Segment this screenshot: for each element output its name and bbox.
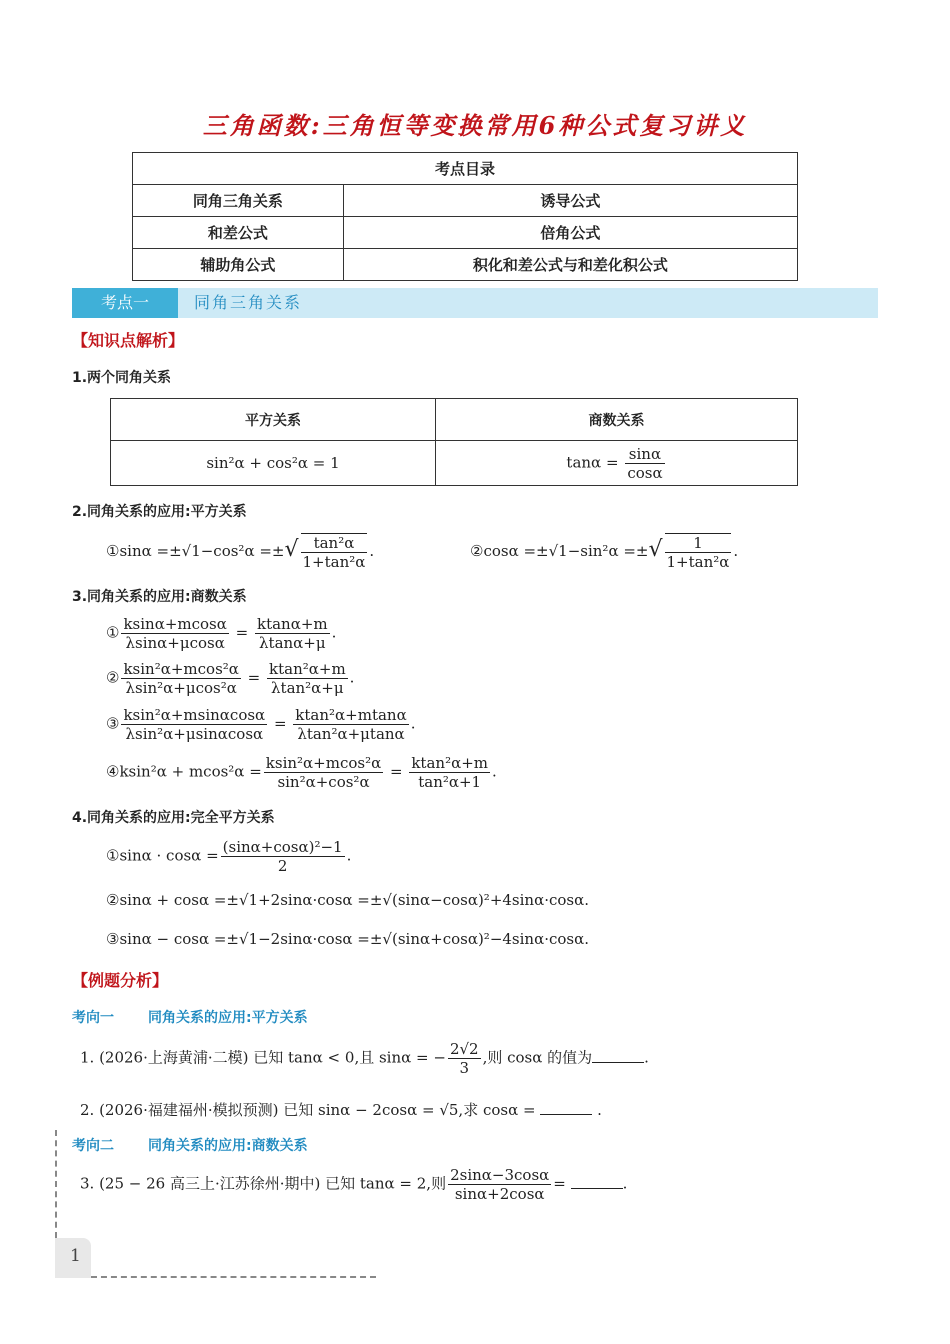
section-title: 同角三角关系	[194, 293, 303, 312]
col-quotient: 商数关系	[436, 399, 798, 441]
denominator: 3	[459, 1059, 470, 1077]
answer-blank[interactable]	[571, 1174, 623, 1189]
quotient-formula-2: ② $\frac{\text{ksin²α+mcos²α}}{\text{λsin²α+μcos²α}}$ = $\frac{\text{ktan²α+m}}{\text{λtan²α+μ}}$ .	[106, 660, 355, 697]
direction-tag: 考向二	[72, 1138, 114, 1154]
fraction	[301, 533, 368, 571]
answer-blank[interactable]	[540, 1100, 592, 1115]
quotient-relation-formula	[436, 441, 798, 486]
marker: ①	[106, 623, 120, 642]
denominator: 2	[277, 857, 288, 875]
numerator: ktan²α+m	[411, 754, 488, 772]
numerator: tan²α	[301, 534, 368, 553]
toc-item[interactable]: 和差公式	[133, 217, 344, 249]
toc-item[interactable]: 诱导公式	[343, 185, 797, 217]
denominator: λsin²α+μsinαcosα	[125, 725, 264, 743]
marker: ③	[106, 714, 120, 733]
formula-lhs: ①sinα · cosα =	[106, 846, 219, 865]
toc-header: 考点目录	[133, 153, 798, 185]
sin-from-cos-formula: ①sinα =±√1−cos²α =±√ $\frac{\text{tan²α}}{\text{1+tan²α}}$ .	[106, 534, 375, 571]
toc-table	[132, 152, 798, 281]
denominator: λtanα+μ	[259, 634, 326, 652]
numerator: ksinα+mcosα	[123, 615, 227, 633]
direction-title: 同角关系的应用:平方关系	[148, 1010, 308, 1026]
toc-item[interactable]: 辅助角公式	[133, 249, 344, 281]
question-text: ,则 cosα 的值为	[482, 1048, 593, 1067]
product-formula: ①sinα · cosα = $\frac{\text{(sinα+cosα)²−1}}{2}$ .	[106, 838, 352, 875]
page-title: 三角函数:三角恒等变换常用6种公式复习讲义	[202, 111, 748, 140]
numerator: 2√2	[449, 1040, 479, 1058]
numerator: 1	[665, 534, 732, 553]
toc-item[interactable]: 倍角公式	[343, 217, 797, 249]
direction-tag: 考向一	[72, 1010, 114, 1026]
direction-title: 同角关系的应用:商数关系	[148, 1138, 308, 1154]
page-number: 1	[70, 1246, 81, 1266]
page-border-horizontal	[91, 1276, 376, 1278]
question-3: 3. (25 − 26 高三上·江苏徐州·期中) 已知 tanα = 2,则 $\frac{2\sin\alpha-3\cos\alpha}{\sin\alpha+2\cos\alpha}$ = .	[80, 1166, 628, 1203]
direction-2	[72, 1135, 342, 1155]
denominator: sin²α+cos²α	[277, 773, 370, 791]
fraction	[625, 445, 664, 482]
answer-blank[interactable]	[592, 1048, 644, 1063]
s2-heading: 2.同角关系的应用:平方关系	[72, 504, 247, 520]
formula-lhs: ④ksin²α + mcos²α =	[106, 762, 262, 781]
section-tag: 考点一	[72, 288, 178, 318]
section-banner	[72, 288, 878, 318]
numerator: ksin²α+msinαcosα	[123, 706, 266, 724]
s3-heading: 3.同角关系的应用:商数关系	[72, 589, 247, 605]
example-heading: 【例题分析】	[72, 971, 169, 990]
numerator: 2sinα−3cosα	[450, 1166, 550, 1184]
numerator: sinα	[625, 445, 664, 464]
s1-heading: 1.两个同角关系	[72, 370, 172, 386]
denominator: sinα+2cosα	[454, 1185, 545, 1203]
formula-lhs: ②cosα =±√1−sin²α =±	[470, 542, 649, 560]
formula-lhs: ①sinα =±√1−cos²α =±	[106, 542, 285, 560]
toc-item[interactable]: 积化和差公式与和差化积公式	[343, 249, 797, 281]
denominator: λtan²α+μtanα	[297, 725, 405, 743]
numerator: ksin²α+mcos²α	[123, 660, 239, 678]
square-relation-formula: sin²α + cos²α = 1	[111, 441, 436, 486]
toc-item[interactable]: 同角三角关系	[133, 185, 344, 217]
difference-formula: ③sinα − cosα =±√1−2sinα·cosα =±√(sinα+cosα)²−4sinα·cosα.	[106, 930, 590, 948]
marker: ②	[106, 668, 120, 687]
denominator: 1+tan²α	[666, 553, 730, 571]
denominator: 1+tan²α	[302, 553, 366, 571]
fraction	[665, 533, 732, 571]
denominator: λsin²α+μcos²α	[125, 679, 237, 697]
relation-table	[110, 398, 798, 486]
page-border-vertical	[55, 1130, 57, 1238]
direction-1	[72, 1007, 342, 1027]
denominator: λtan²α+μ	[271, 679, 344, 697]
denominator: λsinα+μcosα	[125, 634, 225, 652]
quotient-formula-1: ① $\frac{ksin\alpha+mcos\alpha}{\lambda\sin\alpha+\mu\cos\alpha}$ = $\frac{ktan\alpha+m}{\lambda\tan\alpha+\mu}$ .	[106, 615, 337, 652]
numerator: ktanα+m	[257, 615, 328, 633]
cos-from-sin-formula: ②cosα =±√1−sin²α =±√ $\frac{1}{\text{1+tan²α}}$ .	[470, 534, 739, 571]
numerator: ktan²α+mtanα	[295, 706, 407, 724]
denominator: tan²α+1	[418, 773, 482, 791]
question-text: =	[553, 1174, 566, 1193]
question-text: 3. (25 − 26 高三上·江苏徐州·期中) 已知 tanα = 2,则	[80, 1174, 447, 1193]
col-square: 平方关系	[111, 399, 436, 441]
question-text: 1. (2026·上海黄浦·二模) 已知 tanα < 0,且 sinα = −	[80, 1048, 446, 1067]
denominator: cosα	[627, 463, 663, 482]
s4-heading: 4.同角关系的应用:完全平方关系	[72, 810, 275, 826]
numerator: (sinα+cosα)²−1	[222, 838, 343, 856]
numerator: ktan²α+m	[269, 660, 346, 678]
quotient-formula-4: ④ksin²α + mcos²α = $\frac{\text{ksin²α+mcos²α}}{\text{sin²α+cos²α}}$ = $\frac{\text{ktan²α+m}}{\text{tan²α+1}}$ .	[106, 754, 497, 791]
question-text: 2. (2026·福建福州·模拟预测) 已知 sinα − 2cosα = √5,求 cosα =	[80, 1101, 536, 1119]
sum-formula: ②sinα + cosα =±√1+2sinα·cosα =±√(sinα−cosα)²+4sinα·cosα.	[106, 891, 590, 909]
formula-lhs: tanα =	[566, 453, 619, 471]
numerator: ksin²α+mcos²α	[265, 754, 382, 772]
question-2: 2. (2026·福建福州·模拟预测) 已知 sinα − 2cosα = √5,求 cosα = .	[80, 1101, 602, 1119]
knowledge-heading: 【知识点解析】	[72, 331, 185, 350]
quotient-formula-3: ③ $\frac{\text{ksin²α+msinαcosα}}{\text{λsin²α+μsinαcosα}}$ = $\frac{\text{ktan²α+mtanα}}{\text{λtan²α+μtanα}}$ .	[106, 706, 416, 743]
question-1: 1. (2026·上海黄浦·二模) 已知 tanα < 0,且 sinα = − $\frac{2√2}{3}$ ,则 cosα 的值为 .	[80, 1040, 649, 1077]
